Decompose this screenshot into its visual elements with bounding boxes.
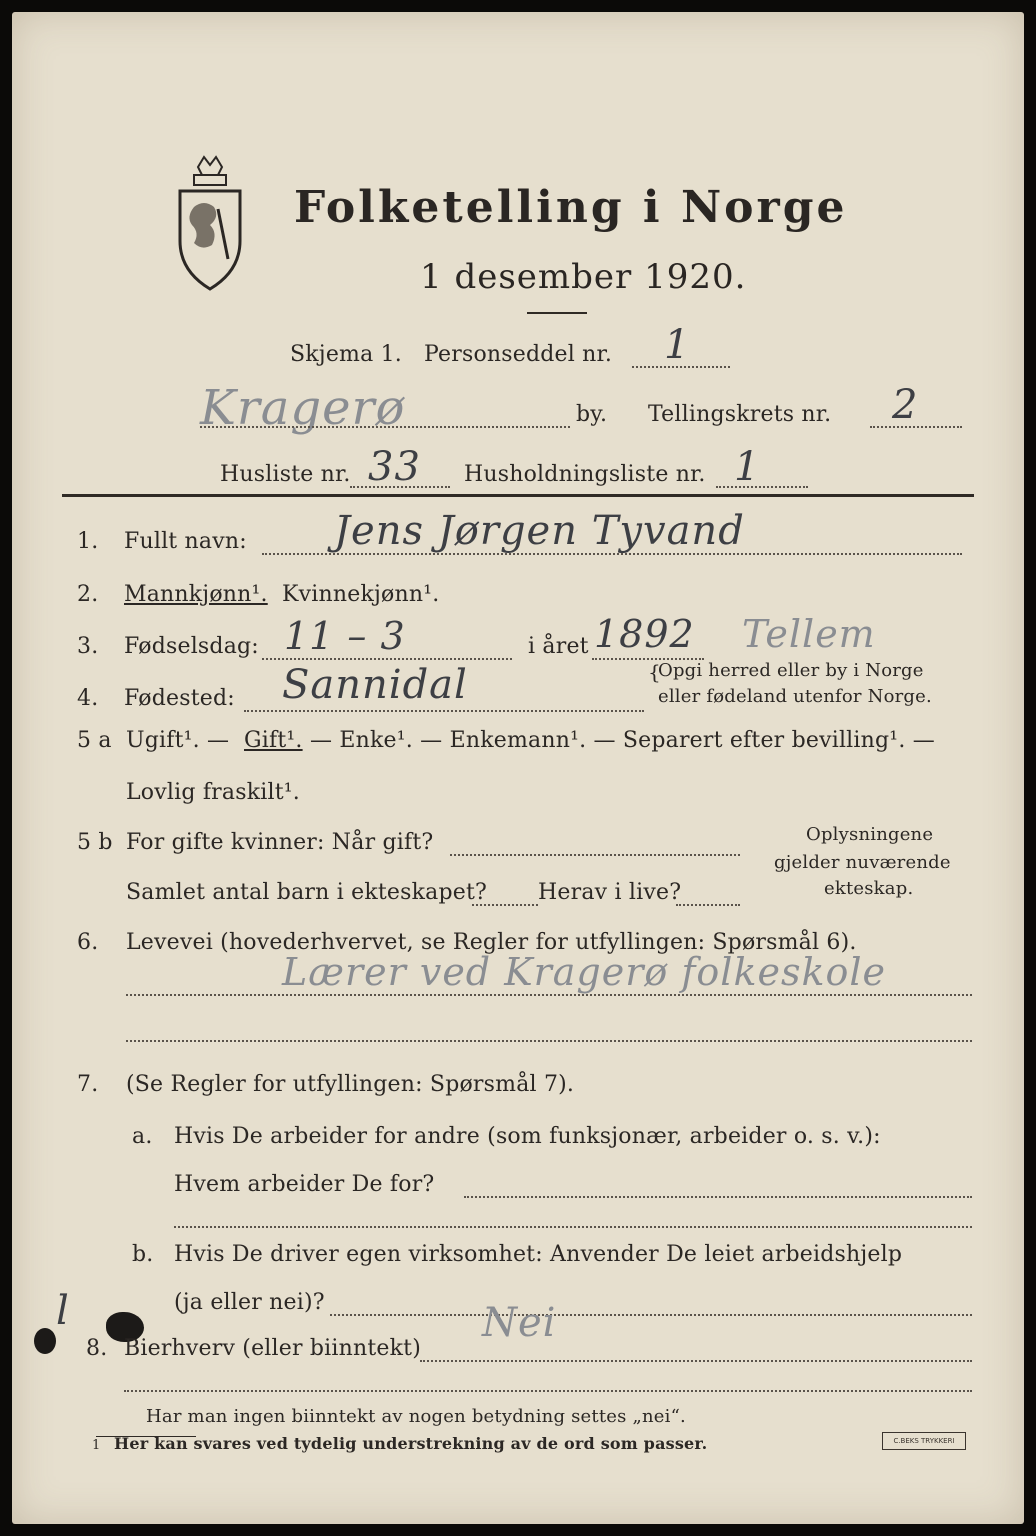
q7b-line2: (ja eller nei)?	[174, 1290, 325, 1315]
title-divider	[527, 312, 587, 314]
q5b-married-field	[450, 854, 740, 856]
personseddel-value: 1	[664, 322, 691, 368]
q6-field-line1	[126, 994, 972, 996]
q8-field-line2	[124, 1390, 972, 1392]
census-date: 1 desember 1920.	[420, 257, 747, 297]
q5a-gift-option: Gift¹.	[244, 728, 303, 753]
q5b-note-line3: ekteskap.	[824, 878, 914, 899]
q6-label: Levevei (hovederhvervet, se Regler for utfyllingen: Spørsmål 6).	[126, 930, 857, 955]
q7b-number: b.	[132, 1242, 154, 1267]
biinntekt-note: Har man ingen biinntekt av nogen betydning settes „nei“.	[146, 1406, 686, 1427]
q4-note-line1: Opgi herred eller by i Norge	[658, 660, 924, 681]
ink-blot-icon	[34, 1328, 56, 1354]
tellingskrets-value: 2	[892, 382, 919, 428]
census-form-page	[12, 12, 1024, 1524]
q8-field-line1	[420, 1360, 972, 1362]
q5b-children-label: Samlet antal barn i ekteskapet?	[126, 880, 488, 905]
q8-value: Nei	[482, 1300, 557, 1346]
q4-label: Fødested:	[124, 686, 235, 711]
husholdning-label: Husholdningsliste nr.	[464, 462, 706, 487]
footnote-number: 1	[92, 1438, 101, 1453]
header-divider	[62, 494, 974, 497]
q6-field-line2	[126, 1040, 972, 1042]
q4-value: Sannidal	[282, 662, 468, 708]
husliste-label: Husliste nr.	[220, 462, 351, 487]
husholdning-value: 1	[734, 444, 761, 490]
q5b-alive-label: Herav i live?	[538, 880, 682, 905]
q1-label: Fullt navn:	[124, 529, 247, 554]
q2-number: 2.	[77, 582, 99, 607]
q8-label: Bierhverv (eller biinntekt)	[124, 1336, 422, 1361]
q5b-note-line1: Oplysningene	[806, 824, 934, 845]
city-value: Kragerø	[200, 380, 406, 436]
q7a-line2: Hvem arbeider De for?	[174, 1172, 435, 1197]
q8-number: 8.	[86, 1336, 108, 1361]
q7-number: 7.	[77, 1072, 99, 1097]
footnote-text: Her kan svares ved tydelig understrekning av de ord som passer.	[114, 1434, 708, 1453]
by-label: by.	[576, 402, 608, 427]
q5a-number: 5 a	[77, 728, 112, 753]
q5a-ugift-option: Ugift¹. —	[126, 728, 230, 753]
q5b-children-field	[472, 904, 538, 906]
q5b-note-line2: gjelder nuværende	[774, 852, 951, 873]
q6-number: 6.	[77, 930, 99, 955]
q5a-other-options: — Enke¹. — Enkemann¹. — Separert efter bevilling¹. —	[310, 728, 935, 753]
q3-extra-note: Tellem	[742, 612, 876, 656]
q7b-field	[330, 1314, 972, 1316]
q3-number: 3.	[77, 634, 99, 659]
q3-year-label: i året	[528, 634, 589, 659]
q3-label: Fødselsdag:	[124, 634, 259, 659]
q1-number: 1.	[77, 529, 99, 554]
q5a-fraskilt-option: Lovlig fraskilt¹.	[126, 780, 300, 805]
skjema-label: Skjema 1.	[290, 342, 403, 367]
q4-brace: {	[648, 660, 661, 684]
tellingskrets-label: Tellingskrets nr.	[648, 402, 832, 427]
city-field	[200, 426, 570, 428]
q7a-field-line2	[174, 1226, 972, 1228]
q3-value: 11 – 3	[284, 614, 406, 658]
q8-margin-mark: l	[56, 1288, 70, 1334]
q1-value: Jens Jørgen Tyvand	[334, 508, 745, 554]
q6-value: Lærer ved Kragerø folkeskole	[282, 950, 887, 994]
norwegian-coat-of-arms-icon	[170, 147, 250, 297]
personseddel-label: Personseddel nr.	[424, 342, 613, 367]
q5b-alive-field	[676, 904, 740, 906]
printer-stamp-text: C.BEKS TRYKKERI	[893, 1437, 955, 1445]
printer-stamp	[882, 1432, 966, 1450]
q4-number: 4.	[77, 686, 99, 711]
q4-field	[244, 710, 644, 712]
q3-year-value: 1892	[594, 612, 695, 656]
q2-female-option: Kvinnekjønn¹.	[282, 582, 440, 607]
q7-label: (Se Regler for utfyllingen: Spørsmål 7).	[126, 1072, 575, 1097]
q2-male-option: Mannkjønn¹.	[124, 582, 268, 607]
q7a-number: a.	[132, 1124, 153, 1149]
q4-note-line2: eller fødeland utenfor Norge.	[658, 686, 932, 707]
q7a-line1: Hvis De arbeider for andre (som funksjonær, arbeider o. s. v.):	[174, 1124, 881, 1149]
form-title: Folketelling i Norge	[294, 182, 848, 233]
q5b-label: For gifte kvinner: Når gift?	[126, 830, 434, 855]
q7a-field-line1	[464, 1196, 972, 1198]
q7b-line1: Hvis De driver egen virksomhet: Anvender De leiet arbeidshjelp	[174, 1242, 903, 1267]
husholdning-field	[716, 486, 808, 488]
q5b-number: 5 b	[77, 830, 113, 855]
husliste-value: 33	[368, 444, 421, 490]
q3-day-field	[262, 658, 512, 660]
